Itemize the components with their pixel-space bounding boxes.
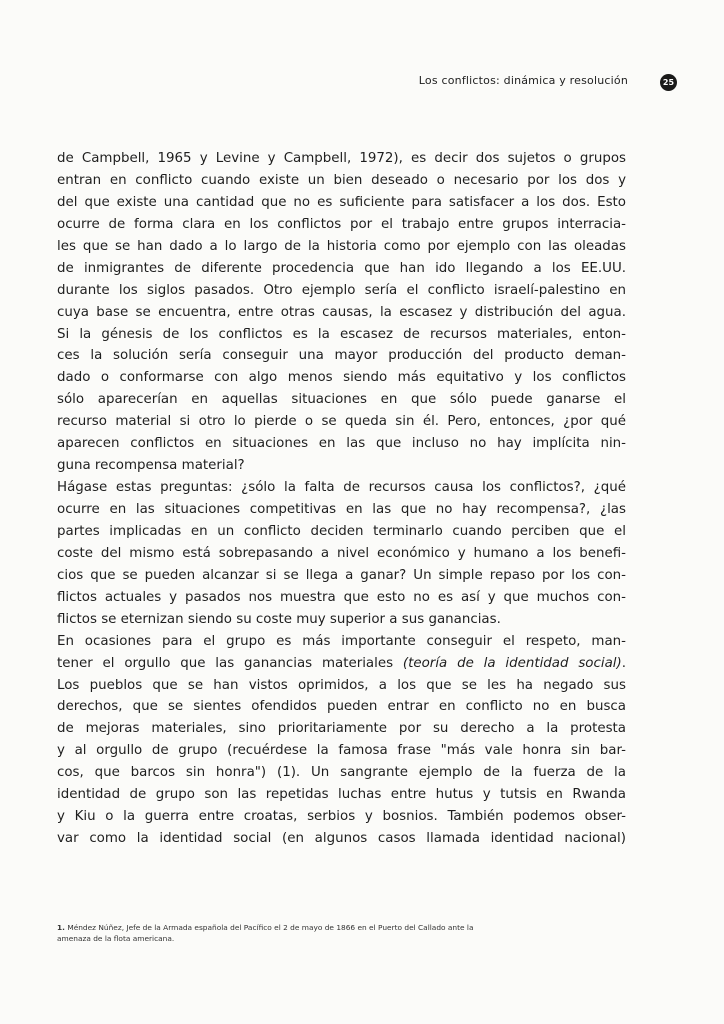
text-line: recurso material si otro lo pierde o se queda sin él. Pero, entonces, ¿por qué: [57, 414, 626, 430]
text-line: y al orgullo de grupo (recuérdese la famosa frase "más vale honra sin bar-: [57, 743, 626, 759]
text-line: de Campbell, 1965 y Levine y Campbell, 1972), es decir dos sujetos o grupos: [57, 151, 626, 166]
text-line: y Kiu o la guerra entre croatas, serbios y bosnios. También podemos obser-: [57, 809, 626, 825]
text-line: cuya base se encuentra, entre otras causas, la escasez y distribución del agua.: [57, 304, 626, 320]
text-line: tener el orgullo que las ganancias materiales (teoría de la identidad social).: [57, 655, 626, 671]
text-line: de inmigrantes de diferente procedencia que han ido llegando a los EE.UU.: [57, 260, 626, 276]
text-line: partes implicadas en un conflicto deciden terminarlo cuando perciben que el: [57, 523, 626, 539]
text-line: var como la identidad social (en algunos casos llamada identidad nacional): [57, 831, 626, 847]
text-line: Los pueblos que se han vistos oprimidos, a los que se les ha negado sus: [57, 677, 626, 693]
text-line: coste del mismo está sobrepasando a nivel económico y humano a los benefi-: [57, 545, 626, 561]
text-line: ocurre en las situaciones competitivas en las que no hay recompensa?, ¿las: [57, 502, 626, 517]
footnote-number: 1.: [57, 923, 65, 932]
text-line: guna recompensa material?: [57, 458, 245, 474]
text-line: dado o conformarse con algo menos siendo más equitativo y los conflictos: [57, 370, 626, 386]
text-line: flictos actuales y pasados nos muestra que esto no es así y que muchos con-: [57, 589, 626, 605]
text-line: durante los siglos pasados. Otro ejemplo sería el conflicto israelí-palestino en: [57, 282, 626, 298]
text-line: del que existe una cantidad que no es suficiente para satisfacer a los dos. Esto: [57, 194, 626, 210]
footnote-line: amenaza de la flota americana.: [57, 934, 175, 943]
text-line: cos, que barcos sin honra") (1). Un sangrante ejemplo de la fuerza de la: [57, 765, 626, 781]
page-number-badge: 25: [660, 74, 677, 91]
text-line: flictos se eternizan siendo su coste muy superior a sus ganancias.: [57, 611, 501, 627]
text-line: Hágase estas preguntas: ¿sólo la falta de recursos causa los conflictos?, ¿qué: [57, 480, 626, 496]
text-line: derechos, que se sientes ofendidos pueden entrar en conflicto no en busca: [57, 699, 626, 715]
text-line: entran en conflicto cuando existe un bien deseado o necesario por los dos y: [57, 172, 626, 188]
text-line: identidad de grupo son las repetidas luchas entre hutus y tutsis en Rwanda: [57, 787, 626, 803]
running-head-title: Los conflictos: dinámica y resolución: [418, 74, 628, 87]
footnote: [57, 922, 626, 944]
text-line: sólo aparecerían en aquellas situaciones en que sólo puede ganarse el: [57, 392, 626, 408]
italic-term: (teoría de la identidad social): [402, 655, 622, 671]
text-line: En ocasiones para el grupo es más importante conseguir el respeto, man-: [57, 633, 626, 649]
text-line: cios que se pueden alcanzar si se llega a ganar? Un simple repaso por los con-: [57, 567, 626, 583]
text-line: ocurre de forma clara en los conflictos por el trabajo entre grupos interracia-: [57, 216, 626, 232]
text-line: Si la génesis de los conflictos es la escasez de recursos materiales, enton-: [57, 326, 626, 342]
text-line: ces la solución sería conseguir una mayor producción del producto deman-: [57, 348, 626, 364]
text-line: aparecen conflictos en situaciones en las que incluso no hay implícita nin-: [57, 436, 626, 452]
footnote-line: [57, 922, 626, 933]
body-text: [57, 148, 626, 850]
text-line: de mejoras materiales, sino prioritariamente por su derecho a la protesta: [57, 721, 626, 737]
footnote-text: Méndez Núñez, Jefe de la Armada española del Pacífico el 2 de mayo de 1866 en el Puerto del Callado ante la: [67, 923, 474, 932]
text-line: les que se han dado a lo largo de la historia como por ejemplo con las oleadas: [57, 238, 626, 254]
